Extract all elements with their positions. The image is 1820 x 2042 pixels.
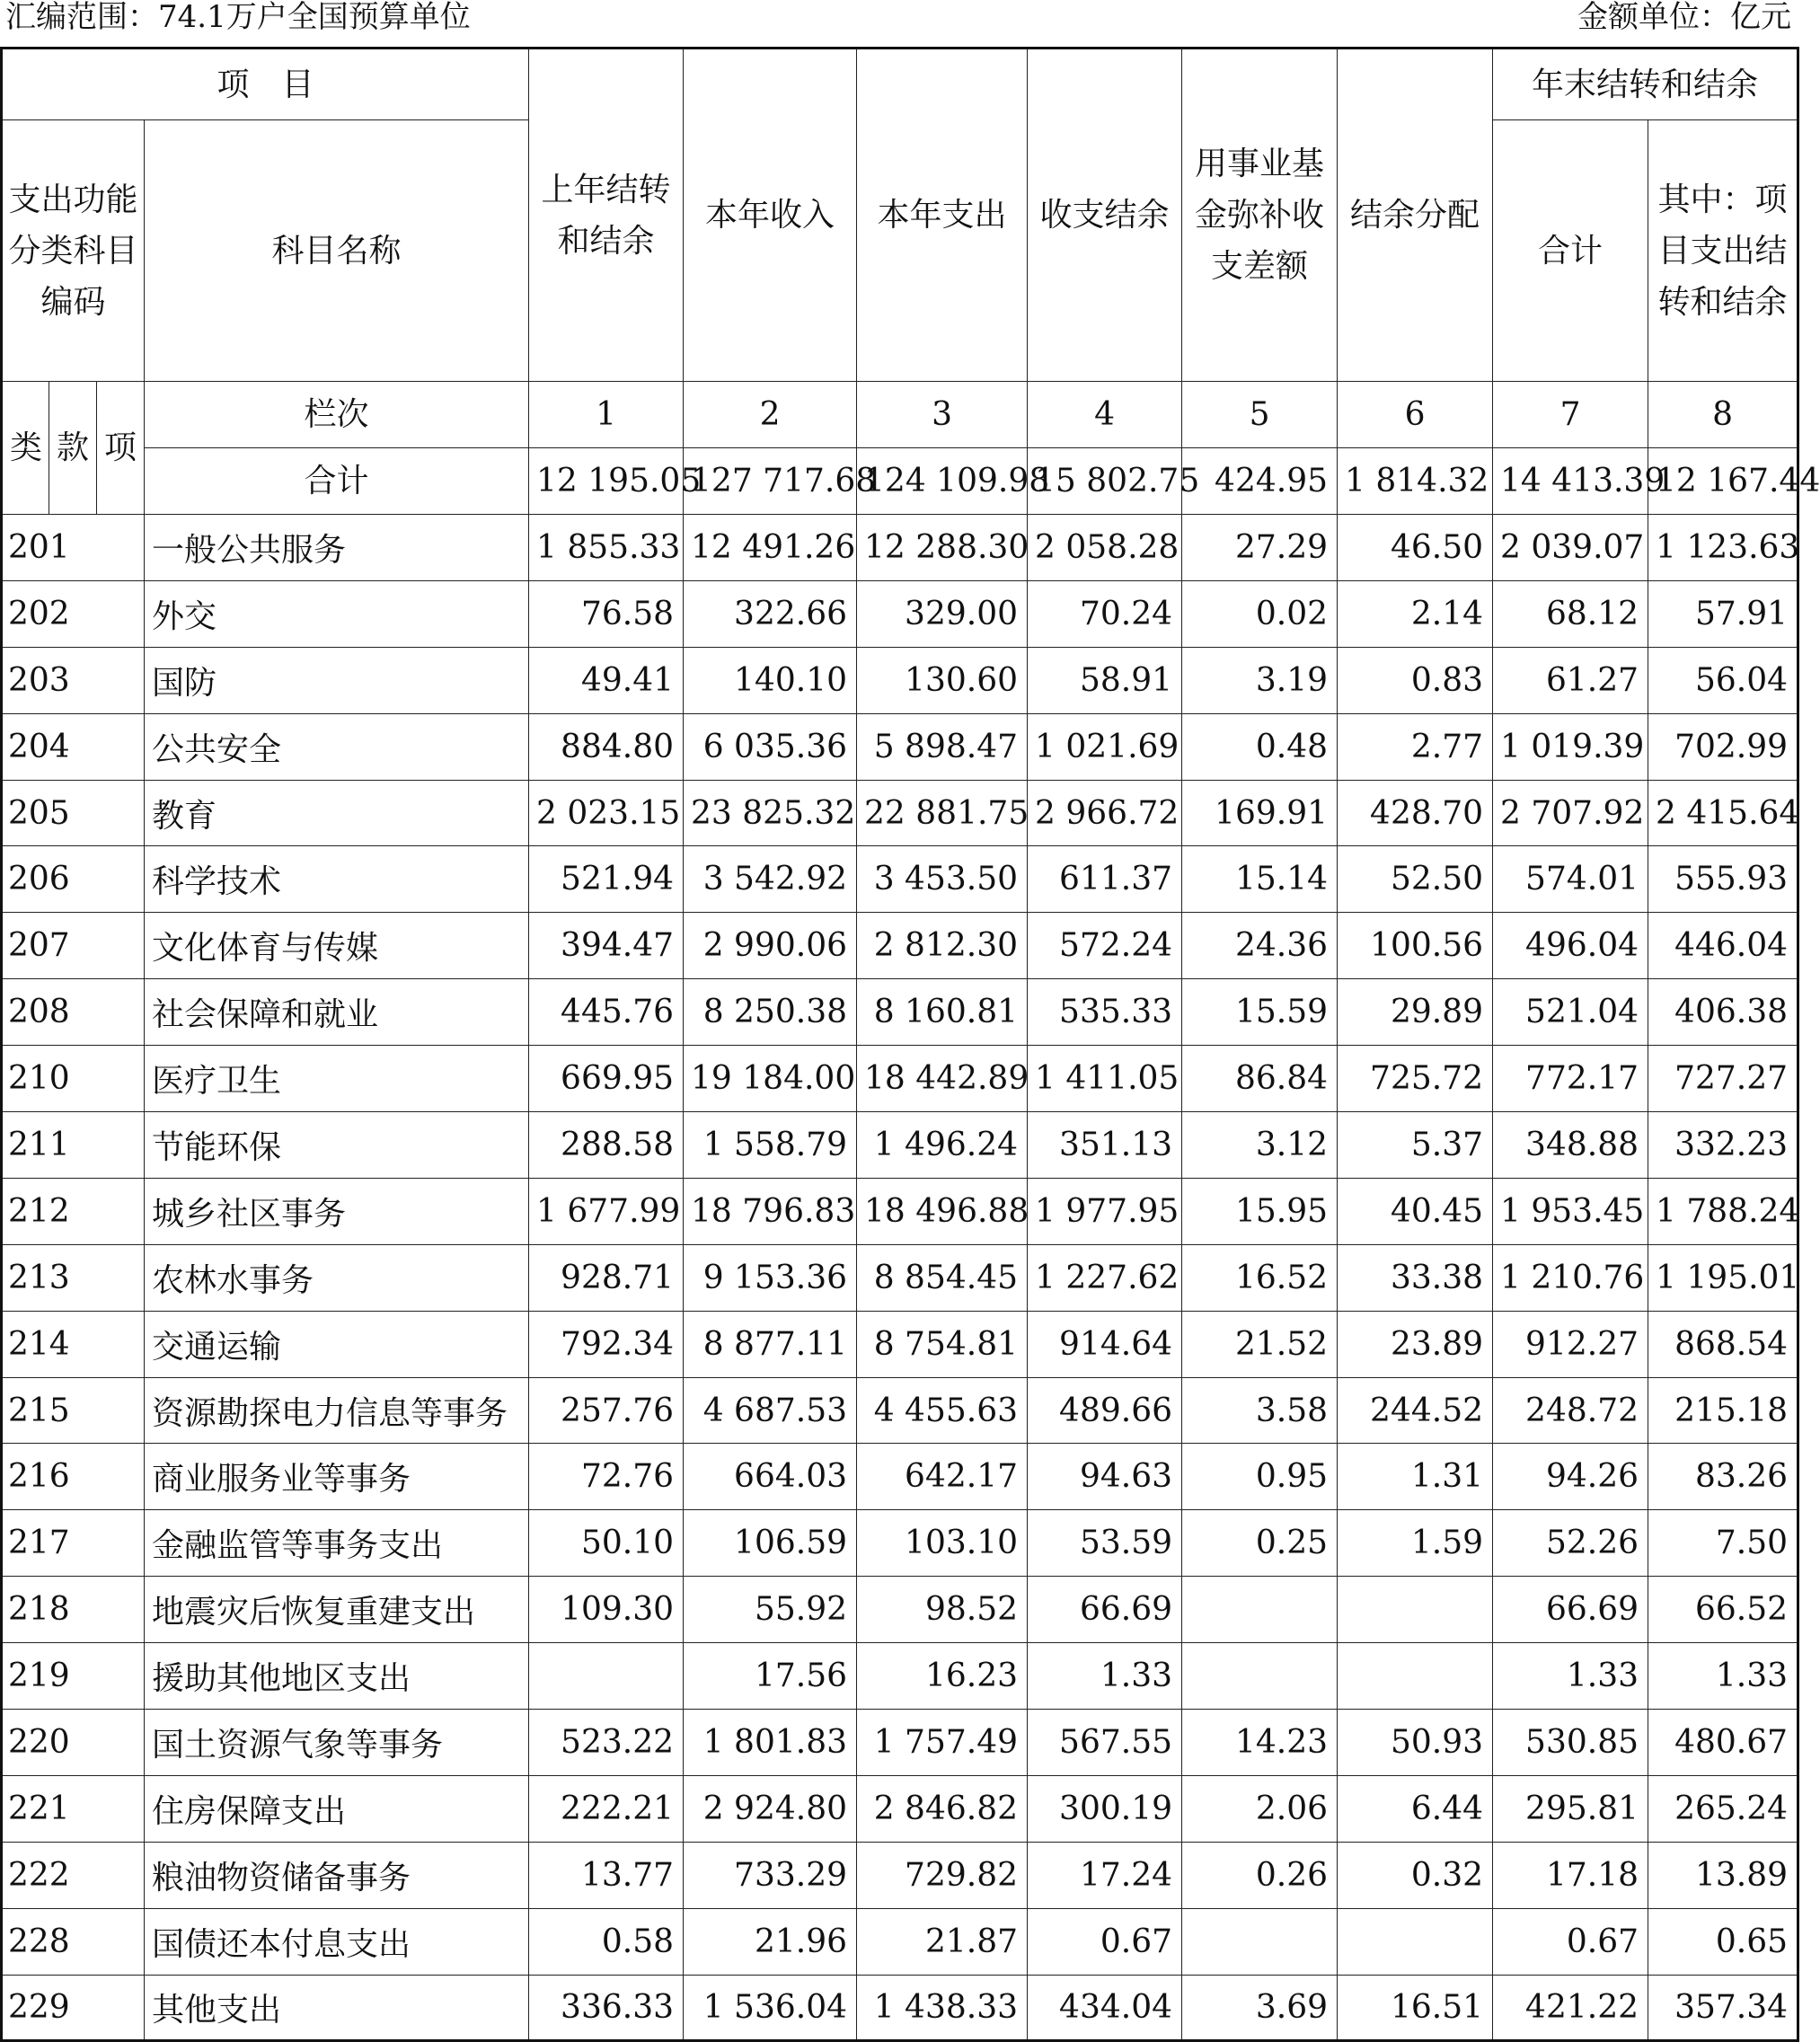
table-row (2, 1112, 1798, 1179)
row-value: 72.76 (529, 1444, 684, 1510)
row-value: 1 757.49 (857, 1710, 1028, 1776)
row-name: 医疗卫生 (145, 1046, 529, 1112)
row-name: 资源勘探电力信息等事务 (145, 1377, 529, 1444)
row-value: 12 491.26 (684, 515, 857, 581)
col-number-6: 6 (1338, 382, 1493, 448)
row-value: 2 058.28 (1028, 515, 1182, 581)
row-value: 49.41 (529, 647, 684, 713)
row-value: 52.50 (1338, 846, 1493, 913)
row-value: 56.04 (1648, 647, 1798, 713)
row-code: 206 (2, 846, 145, 913)
row-value (1182, 1643, 1338, 1710)
table-row (2, 1046, 1798, 1112)
row-value: 348.88 (1493, 1112, 1648, 1179)
row-code: 220 (2, 1710, 145, 1776)
row-value: 1 210.76 (1493, 1244, 1648, 1311)
row-code: 212 (2, 1178, 145, 1244)
row-value: 1 496.24 (857, 1112, 1028, 1179)
col-number-7: 7 (1493, 382, 1648, 448)
project-header: 项 目 (2, 49, 529, 120)
row-value: 5.37 (1338, 1112, 1493, 1179)
row-value: 27.29 (1182, 515, 1338, 581)
row-value: 52.26 (1493, 1510, 1648, 1577)
row-value: 16.52 (1182, 1244, 1338, 1311)
row-name: 商业服务业等事务 (145, 1444, 529, 1510)
row-value: 928.71 (529, 1244, 684, 1311)
row-value: 6.44 (1338, 1775, 1493, 1842)
table-row (2, 713, 1798, 780)
row-value: 16.23 (857, 1643, 1028, 1710)
row-value: 530.85 (1493, 1710, 1648, 1776)
row-value: 428.70 (1338, 780, 1493, 846)
col-header-3: 本年支出 (857, 49, 1028, 382)
row-value (1338, 1908, 1493, 1975)
row-value: 6 035.36 (684, 713, 857, 780)
row-value: 351.13 (1028, 1112, 1182, 1179)
row-value: 100.56 (1338, 913, 1493, 979)
row-value: 1 977.95 (1028, 1178, 1182, 1244)
row-value: 1 953.45 (1493, 1178, 1648, 1244)
row-value: 13.77 (529, 1842, 684, 1908)
row-value: 0.95 (1182, 1444, 1338, 1510)
row-value: 884.80 (529, 713, 684, 780)
row-value: 725.72 (1338, 1046, 1493, 1112)
table-row (2, 913, 1798, 979)
row-value: 729.82 (857, 1842, 1028, 1908)
row-value: 12 288.30 (857, 515, 1028, 581)
kuan-header: 款 (49, 382, 97, 515)
row-code: 219 (2, 1643, 145, 1710)
row-value: 50.10 (529, 1510, 684, 1577)
row-value: 70.24 (1028, 580, 1182, 647)
row-value: 1 677.99 (529, 1178, 684, 1244)
row-value: 535.33 (1028, 979, 1182, 1046)
row-name: 科学技术 (145, 846, 529, 913)
table-row (2, 1510, 1798, 1577)
row-value: 434.04 (1028, 1975, 1182, 2041)
row-value: 0.25 (1182, 1510, 1338, 1577)
row-value (529, 1643, 684, 1710)
row-value: 130.60 (857, 647, 1028, 713)
row-code: 221 (2, 1775, 145, 1842)
row-value: 15.95 (1182, 1178, 1338, 1244)
table-row (2, 1842, 1798, 1908)
row-code: 201 (2, 515, 145, 581)
table-row (2, 647, 1798, 713)
row-name: 粮油物资储备事务 (145, 1842, 529, 1908)
row-value: 480.67 (1648, 1710, 1798, 1776)
row-value: 733.29 (684, 1842, 857, 1908)
row-value: 0.83 (1338, 647, 1493, 713)
row-value: 17.24 (1028, 1842, 1182, 1908)
table-row (2, 1643, 1798, 1710)
col-header-1: 上年结转和结余 (529, 49, 684, 382)
row-value: 523.22 (529, 1710, 684, 1776)
row-value: 555.93 (1648, 846, 1798, 913)
col-number-4: 4 (1028, 382, 1182, 448)
table-row (2, 1975, 1798, 2041)
col-number-3: 3 (857, 382, 1028, 448)
row-name: 国防 (145, 647, 529, 713)
table-scope-caption: 汇编范围：74.1万户全国预算单位 (5, 0, 471, 35)
row-value: 46.50 (1338, 515, 1493, 581)
row-value: 57.91 (1648, 580, 1798, 647)
row-code: 218 (2, 1577, 145, 1643)
table-row (2, 979, 1798, 1046)
row-value: 669.95 (529, 1046, 684, 1112)
row-value: 912.27 (1493, 1311, 1648, 1377)
row-value: 66.69 (1493, 1577, 1648, 1643)
table-row (2, 1710, 1798, 1776)
row-value: 1 021.69 (1028, 713, 1182, 780)
row-value: 0.48 (1182, 713, 1338, 780)
row-value: 4 687.53 (684, 1377, 857, 1444)
table-row (2, 1444, 1798, 1510)
row-value (1338, 1643, 1493, 1710)
row-value: 295.81 (1493, 1775, 1648, 1842)
total-value: 424.95 (1182, 448, 1338, 515)
row-value: 17.18 (1493, 1842, 1648, 1908)
row-value: 3.19 (1182, 647, 1338, 713)
row-code: 207 (2, 913, 145, 979)
row-value: 1 536.04 (684, 1975, 857, 2041)
row-value: 445.76 (529, 979, 684, 1046)
row-value: 9 153.36 (684, 1244, 857, 1311)
row-value: 567.55 (1028, 1710, 1182, 1776)
row-value: 66.69 (1028, 1577, 1182, 1643)
row-value: 1.59 (1338, 1510, 1493, 1577)
row-value: 2.77 (1338, 713, 1493, 780)
row-value: 265.24 (1648, 1775, 1798, 1842)
row-value: 94.63 (1028, 1444, 1182, 1510)
lanci-label: 栏次 (145, 382, 529, 448)
row-value: 521.94 (529, 846, 684, 913)
col-header-6: 结余分配 (1338, 49, 1493, 382)
row-name: 外交 (145, 580, 529, 647)
total-value: 12 167.44 (1648, 448, 1798, 515)
row-name: 住房保障支出 (145, 1775, 529, 1842)
table-row (2, 1775, 1798, 1842)
row-value: 94.26 (1493, 1444, 1648, 1510)
row-value: 329.00 (857, 580, 1028, 647)
row-value: 8 250.38 (684, 979, 857, 1046)
total-value: 12 195.05 (529, 448, 684, 515)
row-value: 14.23 (1182, 1710, 1338, 1776)
year-end-group-header: 年末结转和结余 (1493, 49, 1798, 120)
budget-table (0, 47, 1820, 2042)
row-name: 节能环保 (145, 1112, 529, 1179)
row-code: 208 (2, 979, 145, 1046)
row-name: 社会保障和就业 (145, 979, 529, 1046)
row-value (1182, 1908, 1338, 1975)
row-value: 0.58 (529, 1908, 684, 1975)
total-value: 14 413.39 (1493, 448, 1648, 515)
row-value (1338, 1577, 1493, 1643)
table-row (2, 1908, 1798, 1975)
row-value: 1 123.63 (1648, 515, 1798, 581)
row-value: 61.27 (1493, 647, 1648, 713)
row-code: 203 (2, 647, 145, 713)
row-value: 2.06 (1182, 1775, 1338, 1842)
col-number-1: 1 (529, 382, 684, 448)
row-value: 0.02 (1182, 580, 1338, 647)
row-value: 300.19 (1028, 1775, 1182, 1842)
row-value: 58.91 (1028, 647, 1182, 713)
row-code: 205 (2, 780, 145, 846)
row-value: 2 812.30 (857, 913, 1028, 979)
row-value: 2 990.06 (684, 913, 857, 979)
row-value: 2 924.80 (684, 1775, 857, 1842)
row-value: 914.64 (1028, 1311, 1182, 1377)
row-value: 53.59 (1028, 1510, 1182, 1577)
col-header-7: 合计 (1493, 120, 1648, 382)
row-value: 3 453.50 (857, 846, 1028, 913)
row-value: 22 881.75 (857, 780, 1028, 846)
row-value: 0.26 (1182, 1842, 1338, 1908)
table-row (2, 846, 1798, 913)
row-value: 24.36 (1182, 913, 1338, 979)
row-value: 7.50 (1648, 1510, 1798, 1577)
row-value: 2 846.82 (857, 1775, 1028, 1842)
row-value: 3.58 (1182, 1377, 1338, 1444)
row-value: 1 558.79 (684, 1112, 857, 1179)
row-value: 21.87 (857, 1908, 1028, 1975)
row-value: 15.14 (1182, 846, 1338, 913)
row-value: 322.66 (684, 580, 857, 647)
total-label: 合计 (145, 448, 529, 515)
row-name: 文化体育与传媒 (145, 913, 529, 979)
name-header: 科目名称 (145, 120, 529, 382)
row-code: 217 (2, 1510, 145, 1577)
total-value: 15 802.75 (1028, 448, 1182, 515)
row-value: 244.52 (1338, 1377, 1493, 1444)
row-value: 169.91 (1182, 780, 1338, 846)
table-row (2, 1178, 1798, 1244)
row-value: 66.52 (1648, 1577, 1798, 1643)
row-value: 257.76 (529, 1377, 684, 1444)
row-code: 202 (2, 580, 145, 647)
row-value: 17.56 (684, 1643, 857, 1710)
lei-header: 类 (2, 382, 49, 515)
row-value: 18 796.83 (684, 1178, 857, 1244)
row-value: 106.59 (684, 1510, 857, 1577)
row-value: 103.10 (857, 1510, 1028, 1577)
row-value: 1 788.24 (1648, 1178, 1798, 1244)
row-value: 0.67 (1493, 1908, 1648, 1975)
xiang-header: 项 (97, 382, 145, 515)
row-code: 210 (2, 1046, 145, 1112)
row-value: 29.89 (1338, 979, 1493, 1046)
col-number-2: 2 (684, 382, 857, 448)
row-value: 13.89 (1648, 1842, 1798, 1908)
row-value: 3.12 (1182, 1112, 1338, 1179)
row-value: 406.38 (1648, 979, 1798, 1046)
col-number-8: 8 (1648, 382, 1798, 448)
row-value: 521.04 (1493, 979, 1648, 1046)
total-value: 124 109.98 (857, 448, 1028, 515)
row-name: 援助其他地区支出 (145, 1643, 529, 1710)
row-name: 交通运输 (145, 1311, 529, 1377)
table-row (2, 1244, 1798, 1311)
row-value: 357.34 (1648, 1975, 1798, 2041)
table-row (2, 515, 1798, 581)
row-value: 1.33 (1648, 1643, 1798, 1710)
row-name: 农林水事务 (145, 1244, 529, 1311)
col-header-5: 用事业基金弥补收支差额 (1182, 49, 1338, 382)
row-value: 664.03 (684, 1444, 857, 1510)
row-code: 228 (2, 1908, 145, 1975)
row-code: 211 (2, 1112, 145, 1179)
row-value: 3.69 (1182, 1975, 1338, 2041)
row-value: 18 496.88 (857, 1178, 1028, 1244)
row-value: 33.38 (1338, 1244, 1493, 1311)
row-value: 1 411.05 (1028, 1046, 1182, 1112)
row-value: 1 801.83 (684, 1710, 857, 1776)
col-header-8: 其中：项目支出结转和结余 (1648, 120, 1798, 382)
row-value: 21.52 (1182, 1311, 1338, 1377)
row-value: 2 707.92 (1493, 780, 1648, 846)
row-value: 792.34 (529, 1311, 684, 1377)
row-code: 213 (2, 1244, 145, 1311)
row-value: 1 438.33 (857, 1975, 1028, 2041)
row-value: 86.84 (1182, 1046, 1338, 1112)
row-value: 727.27 (1648, 1046, 1798, 1112)
row-code: 222 (2, 1842, 145, 1908)
row-value: 2 415.64 (1648, 780, 1798, 846)
row-value: 5 898.47 (857, 713, 1028, 780)
row-value: 98.52 (857, 1577, 1028, 1643)
row-code: 216 (2, 1444, 145, 1510)
col-number-5: 5 (1182, 382, 1338, 448)
table-row (2, 1311, 1798, 1377)
row-value: 222.21 (529, 1775, 684, 1842)
row-value: 496.04 (1493, 913, 1648, 979)
row-value: 288.58 (529, 1112, 684, 1179)
row-name: 教育 (145, 780, 529, 846)
row-value: 3 542.92 (684, 846, 857, 913)
row-value: 8 754.81 (857, 1311, 1028, 1377)
row-value: 68.12 (1493, 580, 1648, 647)
row-value: 2 039.07 (1493, 515, 1648, 581)
row-value: 1 227.62 (1028, 1244, 1182, 1311)
row-name: 其他支出 (145, 1975, 529, 2041)
total-value: 1 814.32 (1338, 448, 1493, 515)
row-value: 140.10 (684, 647, 857, 713)
row-code: 215 (2, 1377, 145, 1444)
row-value: 2 966.72 (1028, 780, 1182, 846)
table-body (2, 515, 1798, 2041)
row-value: 572.24 (1028, 913, 1182, 979)
col-header-4: 收支结余 (1028, 49, 1182, 382)
row-value: 446.04 (1648, 913, 1798, 979)
row-name: 公共安全 (145, 713, 529, 780)
row-value: 248.72 (1493, 1377, 1648, 1444)
row-value: 109.30 (529, 1577, 684, 1643)
row-value: 611.37 (1028, 846, 1182, 913)
row-code: 204 (2, 713, 145, 780)
row-value: 1 195.01 (1648, 1244, 1798, 1311)
row-value: 40.45 (1338, 1178, 1493, 1244)
row-value: 574.01 (1493, 846, 1648, 913)
row-value: 772.17 (1493, 1046, 1648, 1112)
row-code: 229 (2, 1975, 145, 2041)
row-value: 336.33 (529, 1975, 684, 2041)
row-code: 214 (2, 1311, 145, 1377)
row-value: 2.14 (1338, 580, 1493, 647)
row-value: 702.99 (1648, 713, 1798, 780)
row-value: 15.59 (1182, 979, 1338, 1046)
table-row (2, 580, 1798, 647)
row-value: 4 455.63 (857, 1377, 1028, 1444)
row-value: 55.92 (684, 1577, 857, 1643)
row-name: 国债还本付息支出 (145, 1908, 529, 1975)
table-row (2, 1377, 1798, 1444)
row-value: 1 019.39 (1493, 713, 1648, 780)
row-name: 一般公共服务 (145, 515, 529, 581)
row-value: 8 877.11 (684, 1311, 857, 1377)
row-value: 8 854.45 (857, 1244, 1028, 1311)
table-row (2, 780, 1798, 846)
table-row (2, 1577, 1798, 1643)
col-header-2: 本年收入 (684, 49, 857, 382)
currency-unit-caption: 金额单位：亿元 (1577, 0, 1791, 35)
row-value (1182, 1577, 1338, 1643)
row-name: 地震灾后恢复重建支出 (145, 1577, 529, 1643)
row-name: 城乡社区事务 (145, 1178, 529, 1244)
row-value: 642.17 (857, 1444, 1028, 1510)
row-value: 421.22 (1493, 1975, 1648, 2041)
row-value: 0.32 (1338, 1842, 1493, 1908)
row-value: 1 855.33 (529, 515, 684, 581)
row-value: 0.65 (1648, 1908, 1798, 1975)
row-value: 394.47 (529, 913, 684, 979)
row-name: 国土资源气象等事务 (145, 1710, 529, 1776)
row-value: 8 160.81 (857, 979, 1028, 1046)
row-value: 23 825.32 (684, 780, 857, 846)
row-value: 16.51 (1338, 1975, 1493, 2041)
row-value: 489.66 (1028, 1377, 1182, 1444)
row-value: 1.31 (1338, 1444, 1493, 1510)
row-value: 76.58 (529, 580, 684, 647)
row-value: 0.67 (1028, 1908, 1182, 1975)
row-value: 18 442.89 (857, 1046, 1028, 1112)
row-value: 23.89 (1338, 1311, 1493, 1377)
row-value: 868.54 (1648, 1311, 1798, 1377)
total-value: 127 717.68 (684, 448, 857, 515)
row-name: 金融监管等事务支出 (145, 1510, 529, 1577)
row-value: 83.26 (1648, 1444, 1798, 1510)
row-value: 50.93 (1338, 1710, 1493, 1776)
row-value: 332.23 (1648, 1112, 1798, 1179)
row-value: 1.33 (1028, 1643, 1182, 1710)
row-value: 215.18 (1648, 1377, 1798, 1444)
row-value: 21.96 (684, 1908, 857, 1975)
row-value: 2 023.15 (529, 780, 684, 846)
code-header: 支出功能分类科目编码 (2, 120, 145, 382)
row-value: 1.33 (1493, 1643, 1648, 1710)
row-value: 19 184.00 (684, 1046, 857, 1112)
